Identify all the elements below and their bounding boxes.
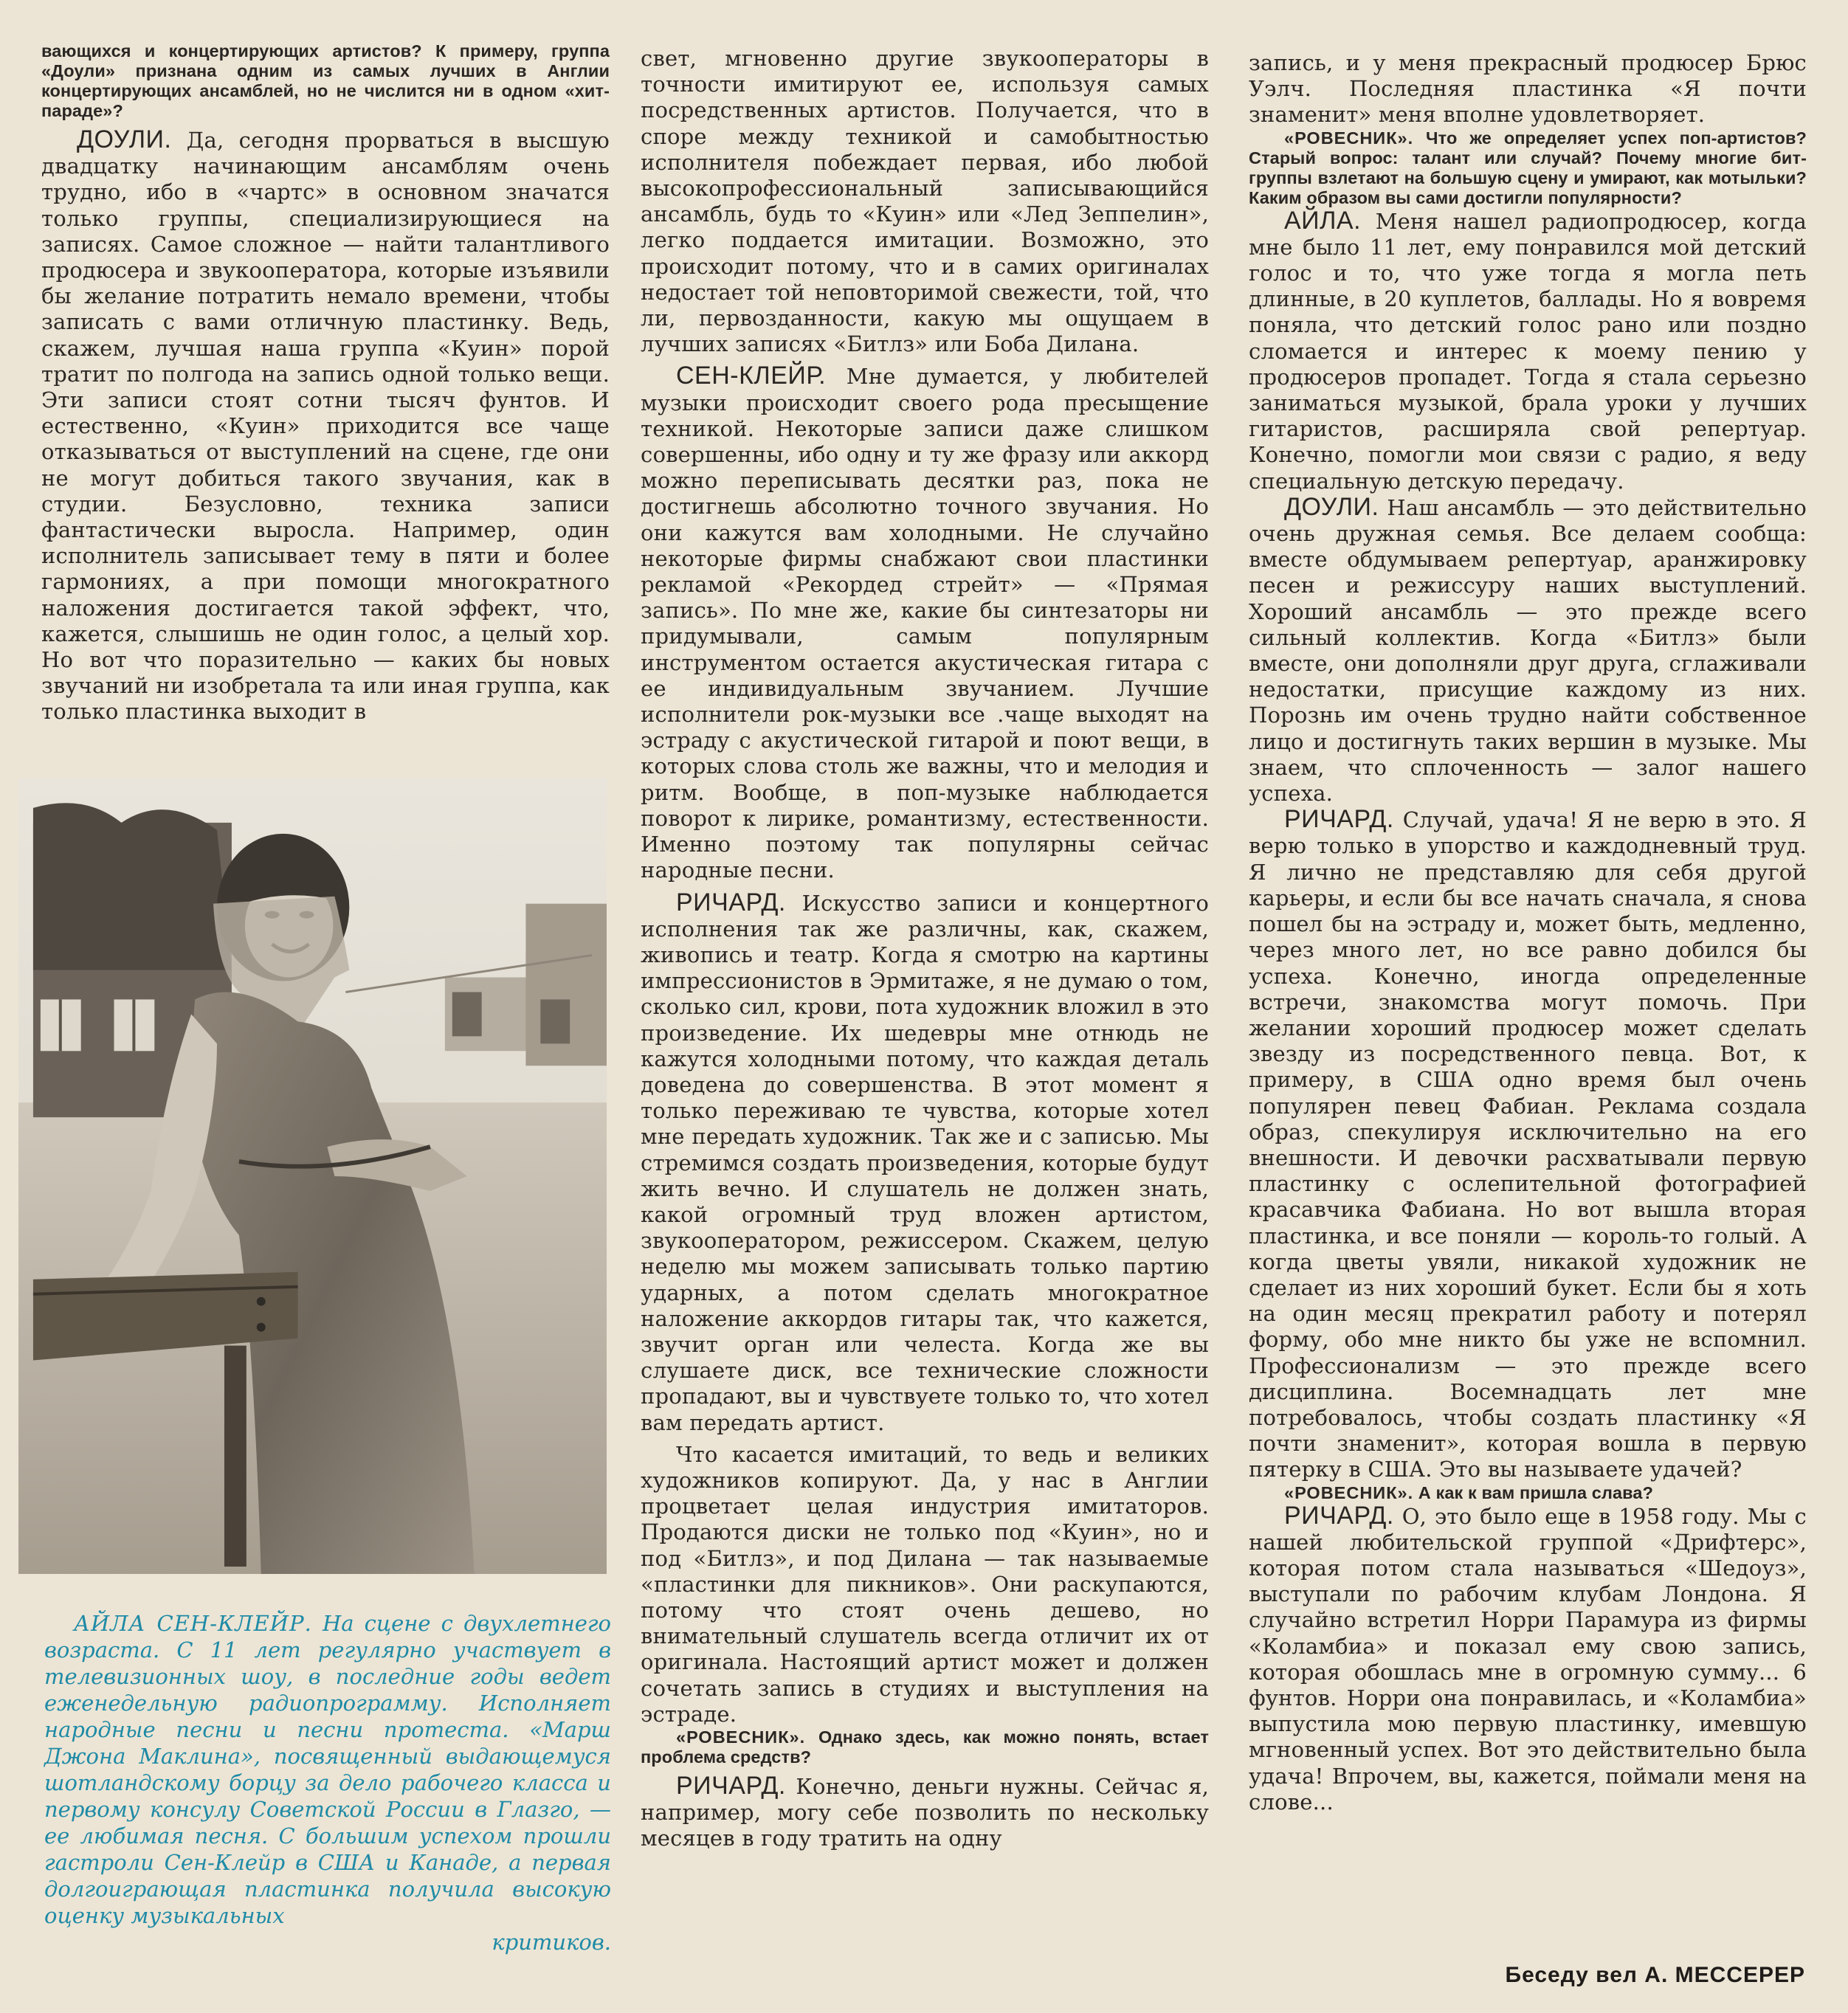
portrait-photo-illustration — [18, 778, 607, 1574]
article-column-2 — [641, 46, 1209, 1852]
question-text: А как к вам пришла слава? — [1413, 1482, 1654, 1502]
answer-paragraph: запись, и у меня прекрасный продюсер Брюс Уэлч. Последняя пластинка «Я почти знаменит» меня вполне удовлетворяет. — [1249, 50, 1807, 128]
answer-paragraph — [641, 363, 1209, 883]
author-byline: Беседу вел А. МЕССЕРЕР — [1505, 1963, 1805, 1987]
speaker-name: РИЧАРД. — [676, 888, 786, 916]
interview-question — [1249, 128, 1807, 208]
speaker-name: РИЧАРД. — [676, 1772, 786, 1800]
caption-text: На сцене с двухлетнего возраста. С 11 лет регулярно участвует в телевизионных шоу, в последние годы ведет еженедельную радиопрограмму. Исполняет народные песни и песни протеста. «Марш Джона Маклина», посвященный выдающемуся шотландскому борцу за дело рабочего класса и первому консулу Советской России в Глазго, — ее любимая песня. С большим успехом прошли гастроли Сен-Клейр в США и Канаде, а первая долгоиграющая пластинка получила высокую оценку музыкальных — [44, 1611, 611, 1928]
answer-paragraph — [1249, 208, 1807, 494]
question-text: Однако здесь, как можно понять, встает проблема средств? — [641, 1727, 1209, 1767]
answer-text: Случай, удача! Я не верю в это. Я верю только в упорство и каждодневный труд. Я лично не представляю для себя другой карьеры, и если бы все начать сначала, я снова пошел бы на эстраду и, может быть, медленно, через много лет, но все равно добился бы успеха. Конечно, иногда определенные встречи, знакомства могут помочь. При желании хороший продюсер может сделать звезду из посредственного певца. Вот, к примеру, в США одно время был очень популярен певец Фабиан. Реклама создала образ, спекулируя исключительно на его внешности. И девочки расхватывали первую пластинку с ослепительной фотографией красавчика Фабиана. Но вот вышла вторая пластинка, и все поняли — король-то голый. А когда цветы увяли, никакой художник не сделает из них хороший букет. Если бы я хоть на один месяц прекратил работу и потерял форму, обо мне никто бы уже не вспомнил. Профессионализм — это прежде всего дисциплина. Восемнадцать лет мне потребовалось, чтобы создать пластинку «Я почти знаменит», которая вошла в первую пятерку в США. Это вы называете удачей? — [1249, 807, 1807, 1482]
answer-text: О, это было еще в 1958 году. Мы с нашей любительской группой «Дрифтерс», которая потом стала называться «Шедоуз», выступали по рабочим клубам Лондона. Я случайно встретил Норри Парамура из фирмы «Коламбиа» и показал ему свою запись, которая обошлась мне в огромную сумму... 6 фунтов. Норри она понравилась, и «Коламбиа» выпустила мою первую пластинку, имевшую мгновенный успех. Вот это действительно была удача! Впрочем, вы, кажется, поймали меня на слове... — [1249, 1503, 1807, 1815]
magazine-name: «РОВЕСНИК». — [1284, 1482, 1414, 1502]
article-column-1 — [41, 41, 610, 725]
caption-paragraph — [44, 1610, 611, 1955]
article-column-3 — [1249, 50, 1807, 1815]
answer-paragraph — [1249, 807, 1807, 1482]
caption-name: АЙЛА СЕН-КЛЕЙР. — [74, 1611, 312, 1636]
speaker-name: ДОУЛИ. — [1284, 492, 1379, 521]
answer-text: Да, сегодня прорваться в высшую двадцатку начинающим ансамблям очень трудно, ибо в «чартс» в основном значатся только группы, специализирующиеся на записях. Самое сложное — найти талантливого продюсера и звукооператора, которые изъявили бы желание потратить немало времени, чтобы записать с вами отличную пластинку. Ведь, скажем, лучшая наша группа «Куин» порой тратит по полгода на запись одной только вещи. Эти записи стоят сотни тысяч фунтов. И естественно, «Куин» приходится все чаще отказываться от выступлений на сцене, где они не могут добиться такого звучания, как в студии. Безусловно, техника записи фантастически выросла. Например, один исполнитель записывает тему в пяти и более гармониях, а при помощи многократного наложения достигается такой эффект, что, кажется, слышишь не один голос, а целый хор. Но вот что поразительно — каких бы новых звучаний ни изобретала та или иная группа, как только пластинка выходит в — [41, 128, 610, 725]
answer-paragraph: Что касается имитаций, то ведь и великих художников копируют. Да, у нас в Англии процветает целая индустрия имитаторов. Продаются диски не только под «Куин», но и под «Битлз», и под Дилана — так называемые «пластинки для пикников». Они раскупаются, потому что стоят очень дешево, но внимательный слушатель всегда отличит их от оригинала. Настоящий артист может и должен сочетать запись в студиях и выступления на эстраде. — [641, 1441, 1209, 1727]
answer-paragraph — [41, 127, 610, 725]
speaker-name: РИЧАРД. — [1284, 1501, 1394, 1530]
photo-caption — [44, 1610, 611, 1955]
answer-paragraph — [641, 890, 1209, 1436]
answer-text: Искусство записи и концертного исполнения так же различны, как, скажем, живопись и театр. Когда я смотрю на картины импрессионистов в Эрмитаже, я не думаю о том, сколько сил, крови, пота художник вложил в это произведение. Их шедевры мне отнюдь не кажутся холодными потому, что каждая деталь доведена до совершенства. В этот момент я только переживаю те чувства, которые хотел мне передать художник. Так же и с записью. Мы стремимся создать произведения, которые будут жить вечно. И слушатель не должен знать, какой огромный труд вложен артистом, звукооператором, режиссером. Скажем, целую неделю мы можем записывать только партию ударных, а потом сделать многократное наложение аккордов гитары так, что кажется, звучит орган или челеста. Когда же вы слушаете диск, все технические сложности пропадают, вы и чувствуете только то, что хотел вам передать артист. — [641, 890, 1209, 1435]
portrait-photo — [18, 778, 607, 1574]
caption-last-word: критиков. — [492, 1930, 611, 1955]
answer-text: Мне думается, у любителей музыки происходит своего рода пресыщение техникой. Некоторые записи даже слишком совершенны, ибо одну и ту же фразу или аккорд можно переписывать десятки раз, пока не достигнешь абсолютно точного звучания. Но они кажутся вам холодными. Не случайно некоторые фирмы снабжают свои пластинки рекламой «Рекордед стрейт» — «Прямая запись». По мне же, какие бы синтезаторы ни придумывали, самым популярным инструментом остается акустическая гитара с ее индивидуальным звучанием. Лучшие исполнители рок-музыки все .чаще выходят на эстраду с акустической гитарой и поют вещи, в которых слова столь же важны, что и мелодия и ритм. Вообще, в поп-музыке наблюдается поворот к лирике, романтизму, естественности. Именно поэтому так популярны сейчас народные песни. — [641, 364, 1209, 883]
answer-paragraph: свет, мгновенно другие звукооператоры в точности имитируют ее, используя самых посредственных артистов. Получается, что в споре между техникой и самобытностью исполнителя побеждает первая, ибо любой высокопрофессиональный записывающийся ансамбль, будь то «Куин» или «Лед Зеппелин», легко поддается имитации. Возможно, это происходит потому, что и в самих оригиналах недостает той неповторимой свежести, той, что ли, первозданности, какую мы ощущаем в лучших записях «Битлз» или Боба Дилана. — [641, 46, 1209, 357]
question-text: Что же определяет успех поп-артистов? Старый вопрос: талант или случай? Почему многие бит-группы взлетают на большую сцену и умирают, как мотыльки? Каким образом вы сами достигли популярности? — [1249, 128, 1807, 207]
interview-question — [1249, 1483, 1807, 1503]
answer-paragraph — [1249, 1503, 1807, 1815]
speaker-name: РИЧАРД. — [1284, 805, 1394, 834]
magazine-name: «РОВЕСНИК». — [1284, 128, 1414, 148]
answer-text: Конечно, деньги нужны. Сейчас я, например, могу себе позволить по нескольку месяцев в году тратить на одну — [641, 1774, 1209, 1851]
speaker-name: АЙЛА. — [1284, 206, 1362, 235]
interview-question: вающихся и концертирующих артистов? К примеру, группа «Доули» признана одним из самых лучших в Англии концертирующих ансамблей, но не числится ни в одном «хит-параде»? — [41, 41, 610, 120]
speaker-name: ДОУЛИ. — [77, 125, 172, 153]
answer-paragraph — [1249, 494, 1807, 807]
interview-question — [641, 1727, 1209, 1767]
answer-text: Меня нашел радиопродюсер, когда мне было 11 лет, ему понравился мой детский голос и то, что уже тогда я могла петь длинные, в 20 куплетов, баллады. Но я вовремя поняла, что детский голос рано или поздно сломается и интерес к моему пению у продюсеров пропадет. Тогда я стала серьезно заниматься музыкой, брала уроки у лучших гитаристов, расширяла свой репертуар. Конечно, помогли мои связи с радио, я веду специальную детскую передачу. — [1249, 208, 1807, 494]
answer-paragraph — [641, 1773, 1209, 1852]
speaker-name: СЕН-КЛЕЙР. — [676, 362, 827, 390]
magazine-name: «РОВЕСНИК». — [676, 1727, 806, 1747]
answer-text: Наш ансамбль — это действительно очень дружная семья. Все делаем сообща: вместе обдумываем репертуар, аранжировку песен и режиссуру наших выступлений. Хороший ансамбль — это прежде всего сильный коллектив. Когда «Битлз» были вместе, они дополняли друг друга, сглаживали недостатки, присущие каждому из них. Порознь им очень трудно найти собственное лицо и достигнуть таких вершин в музыке. Мы знаем, что сплоченность — залог нашего успеха. — [1249, 494, 1807, 807]
